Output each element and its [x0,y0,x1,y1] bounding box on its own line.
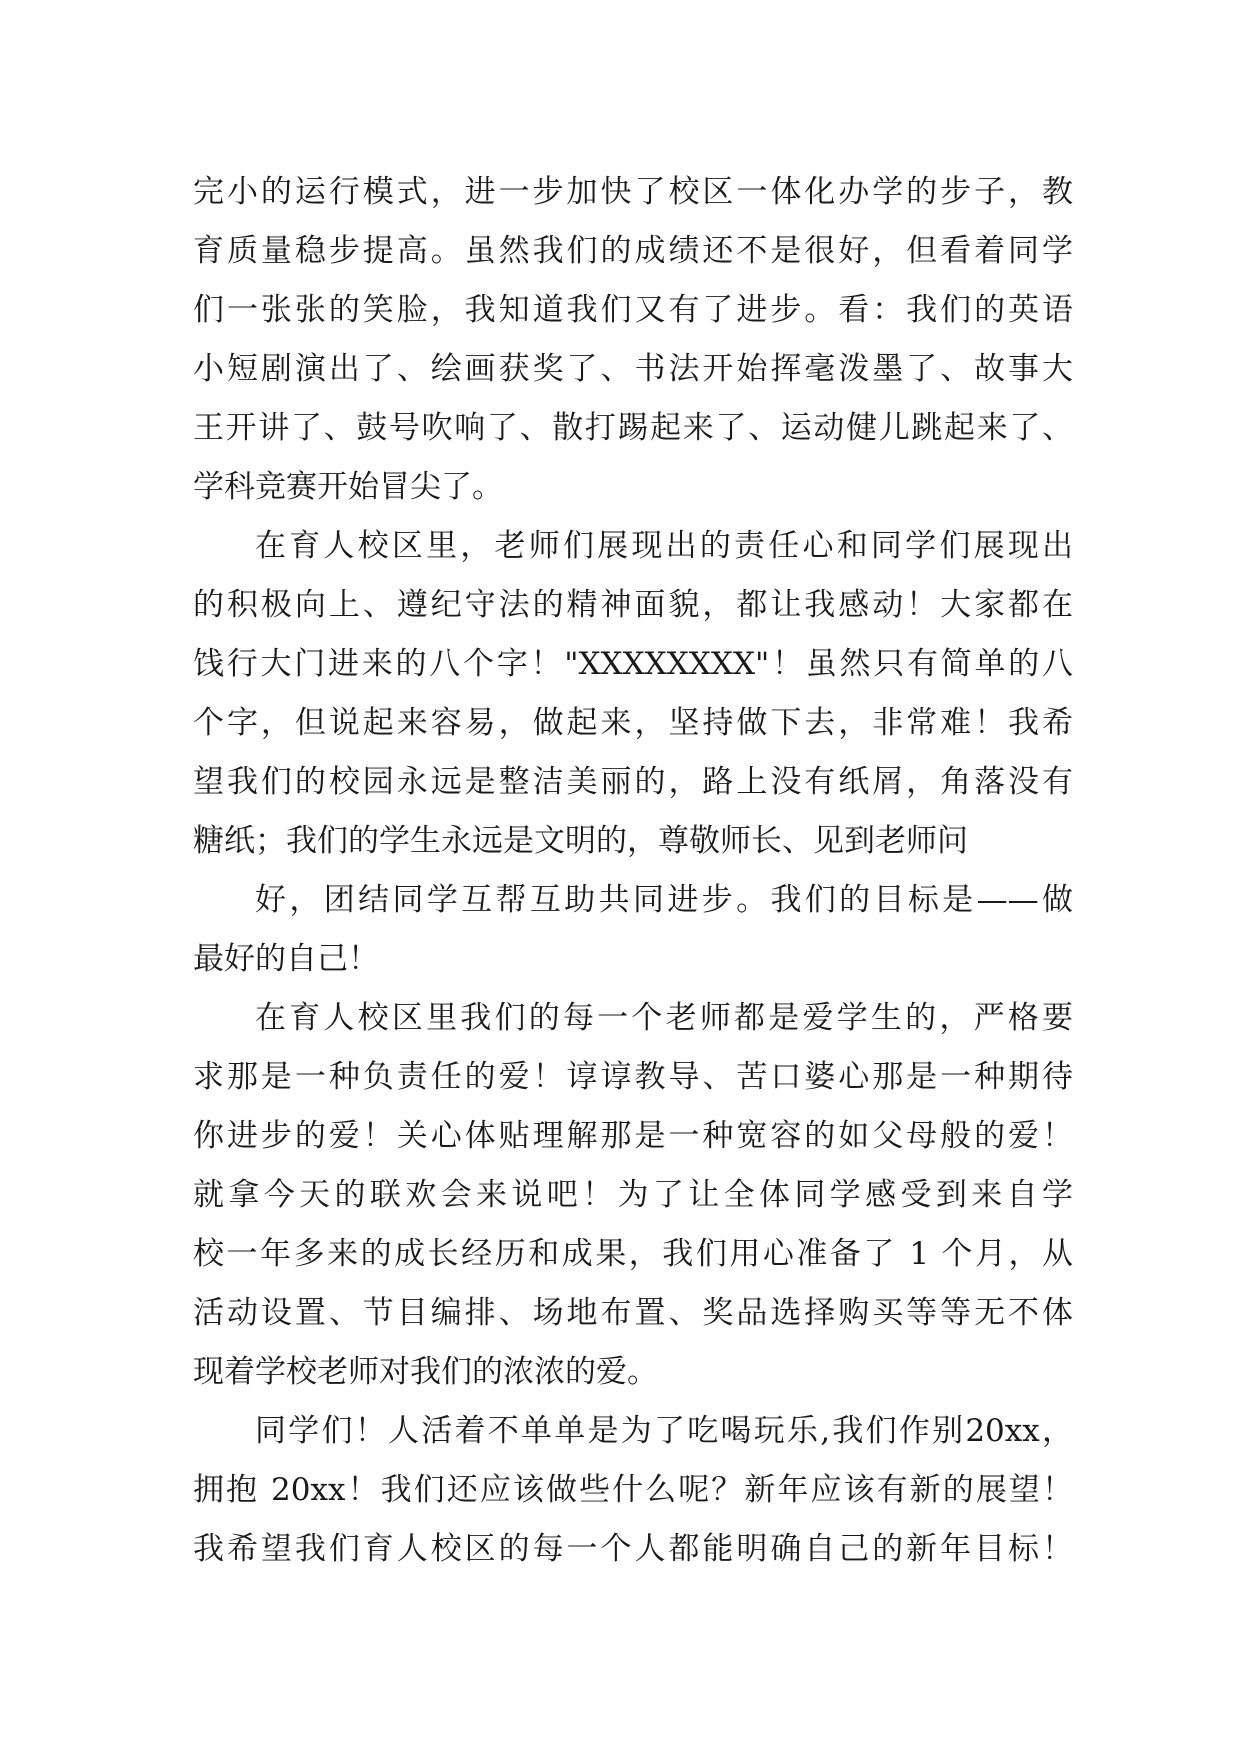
text-line: 们一张张的笑脸，我知道我们又有了进步。看：我们的英语 [193,292,1073,328]
text-line: 小短剧演出了、绘画获奖了、书法开始挥毫泼墨了、故事大 [193,351,1073,387]
text-line: 求那是一种负责任的爱！谆谆教导、苦口婆心那是一种期待 [193,1059,1073,1095]
paragraph-first-line: 好，团结同学互帮互助共同进步。我们的目标是——做 [255,882,1073,918]
text-line: 糖纸；我们的学生永远是文明的，尊敬师长、见到老师问 [193,823,968,859]
text-line: 的积极向上、遵纪守法的精神面貌，都让我感动！大家都在 [193,587,1073,623]
body-text [193,163,1073,1579]
paragraph-first-line: 在育人校区里我们的每一个老师都是爱学生的，严格要 [255,1000,1073,1036]
text-line: 我希望我们育人校区的每一个人都能明确自己的新年目标！ [193,1531,1073,1567]
text-line: 王开讲了、鼓号吹响了、散打踢起来了、运动健儿跳起来了、 [193,410,1073,446]
paragraph-first-line: 同学们！人活着不单单是为了吃喝玩乐,我们作别20xx， [255,1413,1073,1449]
text-line: 拥抱 20xx！我们还应该做些什么呢？新年应该有新的展望！ [193,1472,1073,1508]
text-line: 完小的运行模式，进一步加快了校区一体化办学的步子，教 [193,174,1073,210]
text-line: 饯行大门进来的八个字！"XXXXXXXX"！虽然只有简单的八 [193,646,1073,682]
text-line: 个字，但说起来容易，做起来，坚持做下去，非常难！我希 [193,705,1073,741]
text-line: 育质量稳步提高。虽然我们的成绩还不是很好，但看着同学 [193,233,1073,269]
text-line: 活动设置、节目编排、场地布置、奖品选择购买等等无不体 [193,1295,1073,1331]
text-line: 你进步的爱！关心体贴理解那是一种宽容的如父母般的爱！ [193,1118,1073,1154]
text-line: 最好的自己！ [193,941,379,977]
text-line: 校一年多来的成长经历和成果，我们用心准备了 1 个月，从 [193,1236,1073,1272]
paragraph-first-line: 在育人校区里，老师们展现出的责任心和同学们展现出 [255,528,1073,564]
text-line: 就拿今天的联欢会来说吧！为了让全体同学感受到来自学 [193,1177,1073,1213]
text-line: 学科竞赛开始冒尖了。 [193,469,503,505]
text-line: 现着学校老师对我们的浓浓的爱。 [193,1354,658,1390]
text-line: 望我们的校园永远是整洁美丽的，路上没有纸屑，角落没有 [193,764,1073,800]
